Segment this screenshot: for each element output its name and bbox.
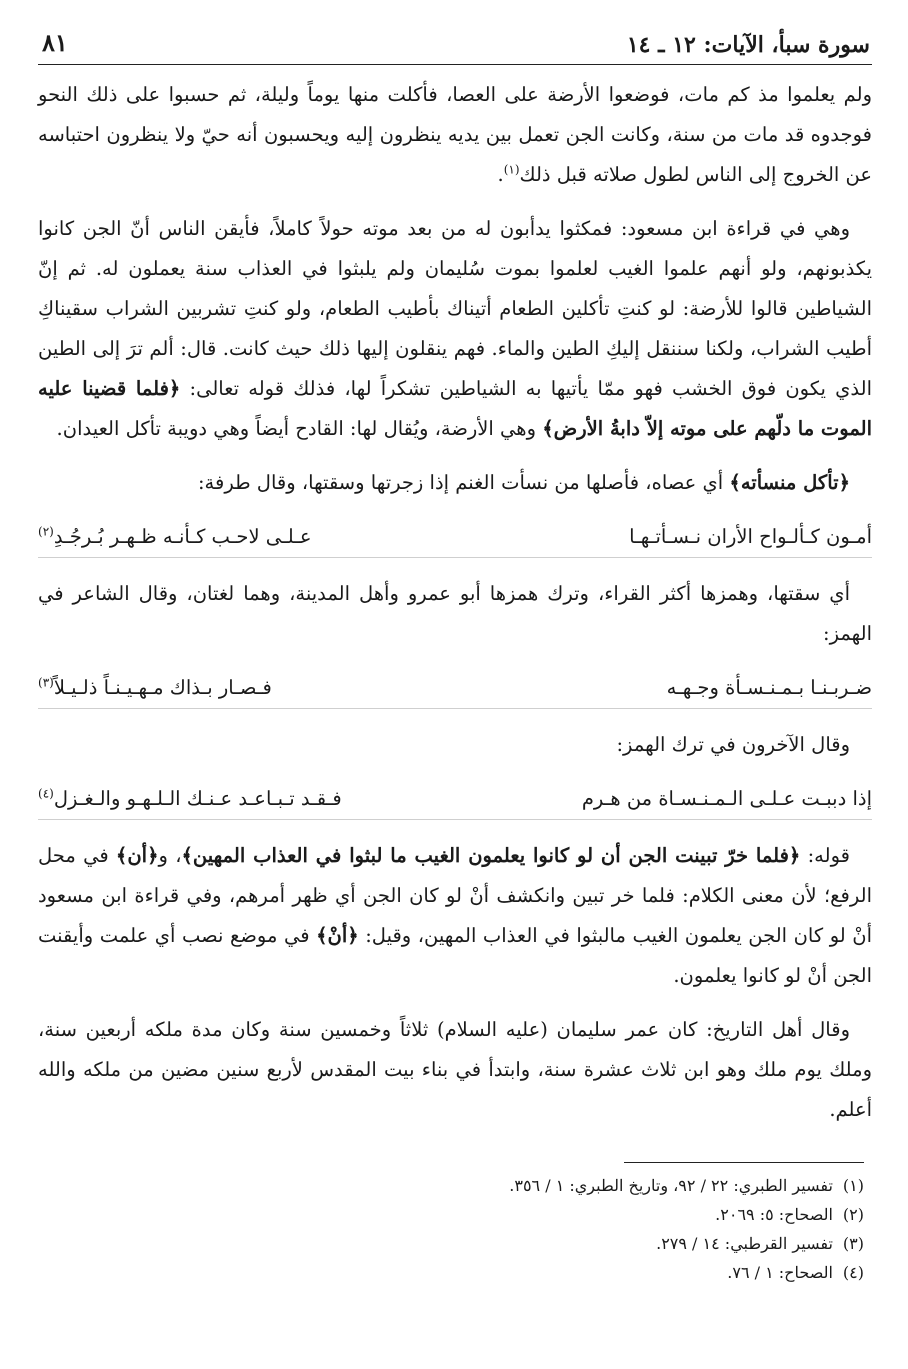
verse-second-hemistich-text: فـصـار بـذاك مـهـيـنـاً ذلـيـلاً bbox=[53, 676, 272, 699]
footnote-number: (٢) bbox=[842, 1205, 864, 1224]
footnote-text: تفسير القرطبي: ١٤ / ٢٧٩. bbox=[656, 1234, 833, 1253]
header-title: سورة سبأ، الآيات: ١٢ ـ ١٤ bbox=[626, 32, 870, 58]
quran-quote: ﴿أن﴾ bbox=[115, 844, 159, 867]
footnote-text: تفسير الطبري: ٢٢ / ٩٢، وتاريخ الطبري: ١ / ٣٥٦. bbox=[509, 1176, 833, 1195]
text-segment: قوله: bbox=[800, 844, 850, 867]
verse-second-hemistich-text: فـقـد تـبـاعـد عـنـك الـلـهـو والـغـزل bbox=[53, 787, 342, 810]
footnotes bbox=[38, 1162, 864, 1287]
paragraph-2 bbox=[38, 209, 872, 449]
verse-second-hemistich bbox=[38, 517, 312, 557]
text-segment: وهي الأرضة، ويُقال لها: القادح أيضاً وهي دويبة تأكل العيدان. bbox=[56, 417, 543, 440]
footnote-number: (١) bbox=[842, 1176, 864, 1195]
text-segment: وهي في قراءة ابن مسعود: فمكثوا يدأبون له من بعد موته حولاً كاملاً، فأيقن الناس أنّ الجن كانوا يكذبونهم، ولو أنهم علموا الغيب لعلموا بموت سُليمان ولم يلبثوا في العذاب سنة يعملون له. ثم إنّ الشياطين قالوا للأرضة: لو كنتِ تأكلين الطعام أتيناك بأطيب الطعام، ولو كنتِ تشربين الشراب سقيناكِ أطيب الشراب، ولكنا سننقل إليكِ الطين والماء. فهم ينقلون إليها ذلك حيث كانت. قال: ألم ترَ إلى الطين الذي يكون فوق الخشب فهو ممّا يأتيها به الشياطين تشكراً لها، فذلك قوله تعالى: bbox=[38, 217, 872, 400]
text-segment: أي سقتها، وهمزها أكثر القراء، وترك همزها أبو عمرو وأهل المدينة، وهما لغتان، وقال الشاعر في الهمز: bbox=[38, 582, 872, 645]
footnote-ref: (٤) bbox=[38, 786, 54, 801]
paragraph-1 bbox=[38, 75, 872, 195]
paragraph-4 bbox=[38, 574, 872, 654]
footnote-ref: (١) bbox=[503, 162, 520, 177]
quran-quote: ﴿فلما خرّ تبينت الجن أن لو كانوا يعلمون الغيب ما لبثوا في العذاب المهين﴾ bbox=[181, 844, 801, 867]
verse-first-hemistich: ضـربـنـا بـمـنـسـأة وجـهـه bbox=[666, 676, 872, 699]
quran-quote: ﴿تأكل منسأته﴾ bbox=[729, 471, 850, 494]
footnote-ref: (٣) bbox=[38, 675, 54, 690]
footnote-divider bbox=[624, 1162, 864, 1163]
text-segment: وقال الآخرون في ترك الهمز: bbox=[616, 733, 850, 756]
footnote-4 bbox=[38, 1258, 864, 1287]
verse-second-hemistich-text: عـلـى لاحـب كـأنـه ظـهـر بُـرجُـدِ bbox=[53, 525, 312, 548]
paragraph-5 bbox=[38, 725, 872, 765]
page-number: ٨١ bbox=[42, 28, 68, 57]
text-segment: وقال أهل التاريخ: كان عمر سليمان (عليه السلام) ثلاثاً وخمسين سنة وكان مدة ملكه أربعين سنة، وملك يوم ملك وهو ابن ثلاث عشرة سنة، وابتدأ في بناء بيت المقدس لأربع سنين مضين من ملكه والله أعلم. bbox=[38, 1018, 872, 1121]
text-segment: ولم يعلموا مذ كم مات، فوضعوا الأرضة على العصا، فأكلت منها يوماً وليلة، ثم حسبوا على ذلك النحو فوجدوه قد مات من سنة، وكانت الجن تعمل بين يديه ينظرون إليه ويحسبون أنه حيّ ولا ينظرون احتباسه عن الخروج إلى الناس لطول صلاته قبل ذلك bbox=[38, 83, 872, 186]
text-segment: أي عصاه، فأصلها من نسأت الغنم إذا زجرتها وسقتها، وقال طرفة: bbox=[197, 471, 730, 494]
quran-quote: ﴿فلما قضينا عليه الموت ما دلّهم على موته إلاّ دابةُ الأرض﴾ bbox=[38, 377, 872, 440]
text-segment: في محل الرفع؛ لأن معنى الكلام: فلما خر تبين وانكشف أنْ لو كان الجن أي ظهر أمرهم، وفي قراءة ابن مسعود أنْ لو كان الجن يعلمون الغيب مالبثوا في العذاب المهين، وقيل: bbox=[38, 844, 872, 947]
footnote-number: (٤) bbox=[842, 1263, 864, 1282]
paragraph-7 bbox=[38, 1010, 872, 1130]
footnote-1 bbox=[38, 1171, 864, 1200]
paragraph-3 bbox=[38, 463, 872, 503]
text-segment: . bbox=[497, 163, 504, 186]
poetry-verse-2 bbox=[38, 668, 872, 709]
footnote-text: الصحاح: ١ / ٧٦. bbox=[727, 1263, 833, 1282]
text-segment: ، و bbox=[158, 844, 182, 867]
footnote-number: (٣) bbox=[842, 1234, 864, 1253]
footnote-text: الصحاح: ٥: ٢٠٦٩. bbox=[715, 1205, 833, 1224]
verse-second-hemistich bbox=[38, 668, 272, 708]
main-text bbox=[38, 75, 872, 1130]
poetry-verse-3 bbox=[38, 779, 872, 820]
quran-quote: ﴿أنْ﴾ bbox=[316, 924, 359, 947]
footnote-ref: (٢) bbox=[38, 524, 54, 539]
verse-first-hemistich: إذا دببـت عـلـى الـمـنـسـاة من هـرم bbox=[581, 787, 872, 810]
footnote-2 bbox=[38, 1200, 864, 1229]
footnote-3 bbox=[38, 1229, 864, 1258]
paragraph-6 bbox=[38, 836, 872, 996]
verse-second-hemistich bbox=[38, 779, 342, 819]
running-header bbox=[38, 24, 872, 65]
verse-first-hemistich: أمـون كـألـواح الأران نـسـأتـهـا bbox=[629, 525, 872, 548]
text-segment: في موضع نصب أي علمت وأيقنت الجن أنْ لو كانوا يعلمون. bbox=[38, 924, 872, 987]
poetry-verse-1 bbox=[38, 517, 872, 558]
